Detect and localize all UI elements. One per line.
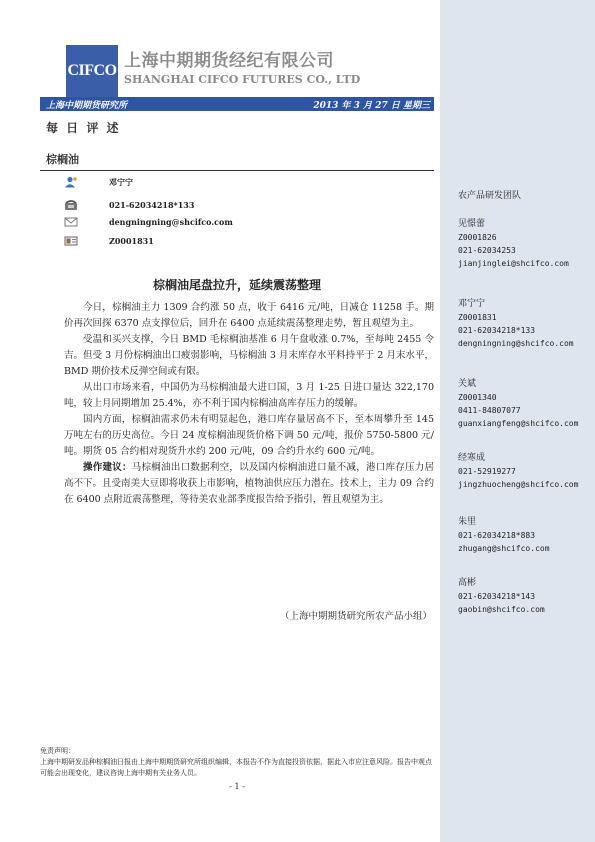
company-name-en: SHANGHAI CIFCO FUTURES CO., LTD — [124, 73, 361, 86]
member-name: 经寒成 — [458, 453, 486, 463]
team-member — [458, 577, 593, 616]
company-name-cn: 上海中期期货经纪有限公司 — [124, 51, 334, 71]
team-title: 农产品研发团队 — [458, 191, 522, 201]
author-name-row — [64, 176, 133, 188]
member-name: 关斌 — [458, 379, 477, 389]
author-name: 邓宁宁 — [109, 176, 133, 187]
member-email[interactable]: jianjinglei@shcifco.com — [458, 259, 569, 268]
disclaimer-title: 免责声明： — [40, 747, 75, 755]
daily-title: 每 日 评 述 — [46, 121, 121, 135]
article-headline: 棕榈油尾盘拉升，延续震荡整理 — [152, 278, 321, 292]
report-date: 2013 年 3 月 27 日 星期三 — [313, 101, 430, 111]
member-license: Z0001826 — [458, 233, 497, 242]
member-name: 见憬蕾 — [458, 219, 486, 229]
article-body — [64, 300, 434, 508]
member-phone: 021-62034218*883 — [458, 531, 536, 540]
paragraph: 从出口市场来看，中国仍为马棕榈油最大进口国，3 月 1-25 日进口量达 322,170 吨，较上月同期增加 25.4%，亦不利于国内棕榈油高库存压力的缓解。 — [64, 382, 434, 409]
member-email[interactable]: guanxiangfeng@shcifco.com — [458, 419, 579, 428]
paragraph: 受温和买兴支撑，今日 BMD 毛棕榈油基准 6 月午盘收涨 0.7%，至每吨 2455 令吉。但受 3 月份棕榈油出口疲弱影响，马棕榈油 3 月末库存水平料持平于 2 月末水平，BMD 期价技术反弹空间或有限。 — [64, 334, 434, 377]
author-license-row — [64, 235, 154, 247]
author-license: Z0001831 — [109, 236, 154, 246]
member-phone: 021-62034218*133 — [458, 326, 536, 335]
author-email-row — [64, 216, 233, 228]
header-bar — [40, 97, 434, 111]
team-member — [458, 452, 593, 491]
member-phone: 0411-84807077 — [458, 406, 521, 415]
member-name: 邓宁宁 — [458, 299, 486, 309]
team-member — [458, 218, 593, 270]
member-phone: 021-62034253 — [458, 246, 516, 255]
author-phone-row — [64, 199, 195, 211]
member-email[interactable]: dengningning@shcifco.com — [458, 339, 574, 348]
member-email[interactable]: gaobin@shcifco.com — [458, 605, 545, 614]
id-card-icon — [64, 235, 78, 247]
section-title: 棕榈油 — [46, 153, 79, 166]
disclaimer-text: 上海中期研发品种棕榈油日报由上海中期期货研究所组织编辑，本报告不作为直接投资依据，据此入市应注意风险。报告中观点可能会出现变化，建议咨询上海中期有关业务人员。 — [40, 758, 432, 777]
paragraph: 今日，棕榈油主力 1309 合约涨 50 点，收于 6416 元/吨，日减仓 11258 手。期价再次回探 6370 点支撑位后，回升在 6400 点延续震荡整理走势，暂且观望为主。 — [64, 302, 434, 329]
divider — [40, 170, 434, 171]
member-license: Z0001340 — [458, 393, 497, 402]
signoff: （上海中期期货研究所农产品小组） — [279, 611, 432, 622]
phone-icon — [64, 199, 78, 211]
mail-icon — [64, 216, 78, 228]
member-name: 朱里 — [458, 517, 477, 527]
author-phone: 021-62034218*133 — [109, 200, 195, 210]
advice-text: 马棕榈油出口数据利空，以及国内棕榈油进口量不减，港口库存压力居高不下。且受南美大豆即将收获上市影响，植物油供应压力潜在。技术上，主力 09 合约在 6400 点附近震荡整理，等待美农业部季度报告给予指引，暂且观望为主。 — [64, 462, 434, 505]
logo-text: CIFCO — [67, 62, 117, 79]
page-number: - 1 - — [229, 782, 245, 791]
institute-name: 上海中期期货研究所 — [46, 101, 128, 111]
member-phone: 021-52919277 — [458, 467, 516, 476]
team-member — [458, 516, 593, 555]
author-email[interactable]: dengningning@shcifco.com — [109, 217, 233, 227]
paragraph-advice — [64, 460, 434, 508]
team-member — [458, 378, 593, 430]
member-email[interactable]: zhugang@shcifco.com — [458, 544, 550, 553]
member-email[interactable]: jingzhuocheng@shcifco.com — [458, 480, 579, 489]
team-member — [458, 298, 593, 350]
person-icon — [64, 176, 78, 188]
advice-label: 操作建议： — [83, 462, 132, 473]
member-license: Z0001831 — [458, 313, 497, 322]
paragraph: 国内方面，棕榈油需求仍未有明显起色，港口库存量居高不下，至本周攀升至 145 万吨左右的历史高位。今日 24 度棕榈油现货价格下调 50 元/吨，报价 5750-5800 元/吨。期货 05 合约相对现货升水约 200 元/吨，09 合约升水约 600 元/吨。 — [64, 414, 434, 457]
member-name: 高彬 — [458, 578, 477, 588]
member-phone: 021-62034218*143 — [458, 592, 536, 601]
